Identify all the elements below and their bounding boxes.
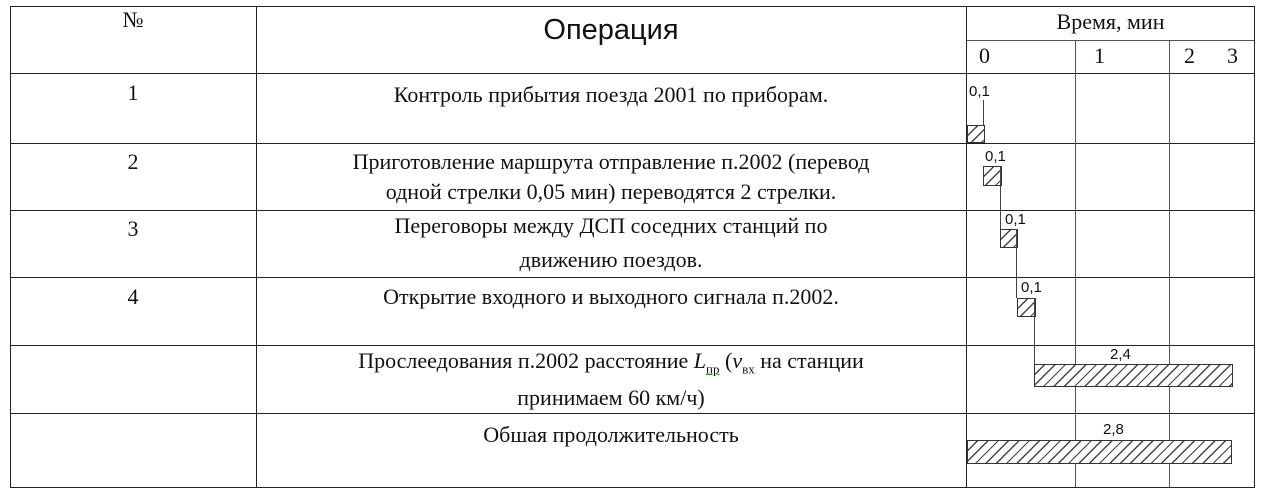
row-divider-1 [10, 143, 1255, 144]
op5-prefix: Прослеедования п.2002 расстояние [358, 348, 694, 373]
scale-label-1: 1 [1094, 43, 1105, 68]
time-subheader-divider [966, 40, 1255, 41]
connector-3 [1016, 229, 1017, 298]
row-num-1: 1 [127, 80, 139, 105]
bar-label-2: 0,1 [985, 148, 1006, 165]
operation-text-3-line-1: Переговоры между ДСП соседних станций по [394, 213, 828, 238]
gantt-bar-1 [967, 125, 985, 143]
table-bottom-border [10, 487, 1255, 488]
bar-label-6: 2,8 [1103, 421, 1124, 438]
time-scale-line-1 [1075, 40, 1076, 487]
bar-label-5: 2,4 [1110, 346, 1131, 363]
operation-text-4: Открытие входного и выходного сигнала п.2002. [383, 284, 839, 309]
header-bottom-border [10, 73, 1255, 74]
operation-text-2-line-2: одной стрелки 0,05 мин) переводятся 2 стрелки. [385, 179, 837, 204]
scale-label-3: 3 [1227, 43, 1238, 68]
bar-label-4: 0,1 [1021, 279, 1042, 296]
scale-label-0: 0 [979, 43, 990, 68]
op5-L-subscript: пр [706, 361, 720, 377]
row-num-2: 2 [127, 149, 139, 174]
bar-label-3: 0,1 [1005, 211, 1026, 228]
connector-2 [1000, 166, 1001, 229]
op5-L-var: L [693, 348, 707, 373]
row-num-4: 4 [127, 284, 139, 309]
op5-v-var: v [732, 348, 743, 373]
operation-text-2-line-1: Приготовление маршрута отправление п.2002 (перевод [352, 149, 870, 174]
header-operation: Операция [543, 14, 679, 46]
row-divider-3 [10, 277, 1255, 278]
row-num-3: 3 [127, 216, 139, 241]
operation-text-1: Контроль прибытия поезда 2001 по приборам. [393, 82, 829, 107]
connector-4 [1034, 298, 1035, 364]
operation-text-5-line-2: принимаем 60 км/ч) [517, 385, 705, 410]
operation-text-3-line-2: движению поездов. [519, 247, 703, 272]
time-scale-line-2 [1169, 40, 1170, 487]
table-right-border [1254, 6, 1255, 487]
operation-text-6: Обшая продолжительность [483, 422, 739, 447]
op5-suffix: на станции [754, 348, 864, 373]
op5-v-subscript: вх [742, 361, 755, 377]
header-num: № [122, 7, 144, 32]
connector-1 [983, 100, 984, 125]
gantt-bar-6 [967, 440, 1232, 464]
operation-column-divider [966, 6, 967, 487]
operation-text-5-line-1 [256, 345, 966, 385]
scale-label-2: 2 [1184, 43, 1195, 68]
header-time: Время, мин [1056, 9, 1165, 34]
bar-label-1: 0,1 [969, 83, 990, 100]
gantt-bar-5 [1034, 364, 1233, 387]
op5-paren: ( [719, 348, 733, 373]
